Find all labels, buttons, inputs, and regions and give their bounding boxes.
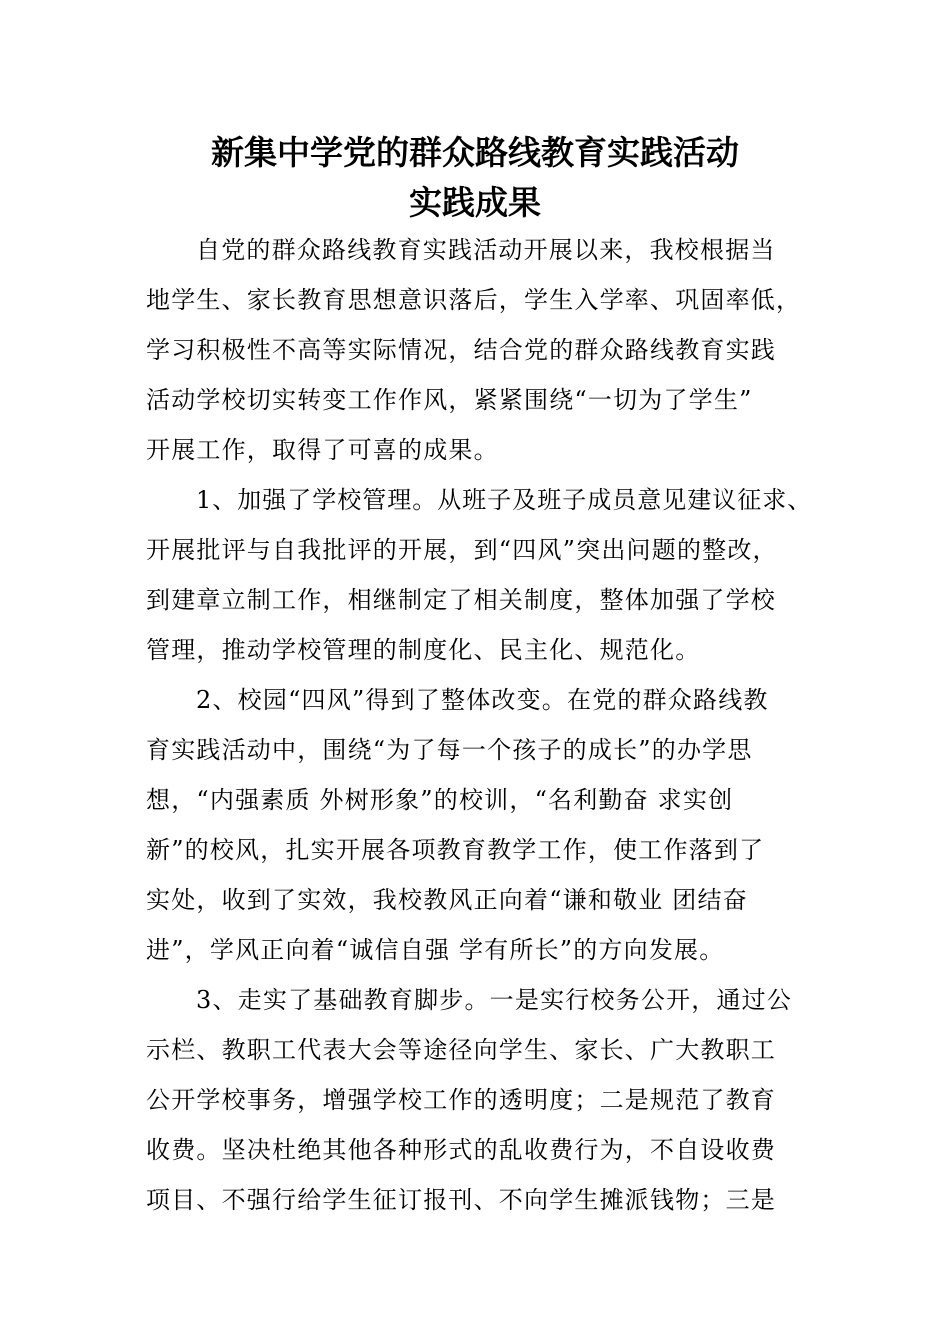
paragraph-line: 学习积极性不高等实际情况，结合党的群众路线教育实践 bbox=[146, 336, 776, 364]
paragraph-line: 开展批评与自我批评的开展，到“四风”突出问题的整改， bbox=[146, 536, 778, 564]
paragraph-line: 自党的群众路线教育实践活动开展以来，我校根据当 bbox=[196, 236, 776, 264]
document-title-line-1: 新集中学党的群众路线教育实践活动 bbox=[211, 133, 739, 172]
paragraph-line: 公开学校事务，增强学校工作的透明度；二是规范了教育 bbox=[146, 1086, 776, 1114]
paragraph-line: 想，“内强素质 外树形象”的校训，“名利勤奋 求实创 bbox=[146, 786, 734, 814]
paragraph-line: 实处，收到了实效，我校教风正向着“谦和敬业 团结奋 bbox=[146, 886, 748, 914]
paragraph-line: 开展工作，取得了可喜的成果。 bbox=[146, 436, 499, 464]
paragraph-line: 1、加强了学校管理。从班子及班子成员意见建议征求、 bbox=[196, 486, 813, 514]
paragraph-line: 地学生、家长教育思想意识落后，学生入学率、巩固率低， bbox=[146, 286, 802, 314]
paragraph-line: 育实践活动中，围绕“为了每一个孩子的成长”的办学思 bbox=[146, 736, 753, 764]
paragraph-line: 收费。坚决杜绝其他各种形式的乱收费行为，不自设收费 bbox=[146, 1136, 776, 1164]
paragraph-line: 新”的校风，扎实开展各项教育教学工作，使工作落到了 bbox=[146, 836, 765, 864]
paragraph-line: 进”，学风正向着“诚信自强 学有所长”的方向发展。 bbox=[146, 936, 725, 964]
paragraph-line: 2、校园“四风”得到了整体改变。在党的群众路线教 bbox=[196, 686, 769, 714]
paragraph-line: 项目、不强行给学生征订报刊、不向学生摊派钱物；三是 bbox=[146, 1186, 776, 1214]
paragraph-line: 活动学校切实转变工作作风，紧紧围绕“一切为了学生” bbox=[146, 386, 753, 414]
paragraph-line: 到建章立制工作，相继制定了相关制度，整体加强了学校 bbox=[146, 586, 776, 614]
paragraph-line: 3、走实了基础教育脚步。一是实行校务公开，通过公 bbox=[196, 986, 793, 1014]
document-title-line-2: 实践成果 bbox=[409, 183, 541, 222]
paragraph-line: 管理，推动学校管理的制度化、民主化、规范化。 bbox=[146, 636, 701, 664]
paragraph-line: 示栏、教职工代表大会等途径向学生、家长、广大教职工 bbox=[146, 1036, 776, 1064]
